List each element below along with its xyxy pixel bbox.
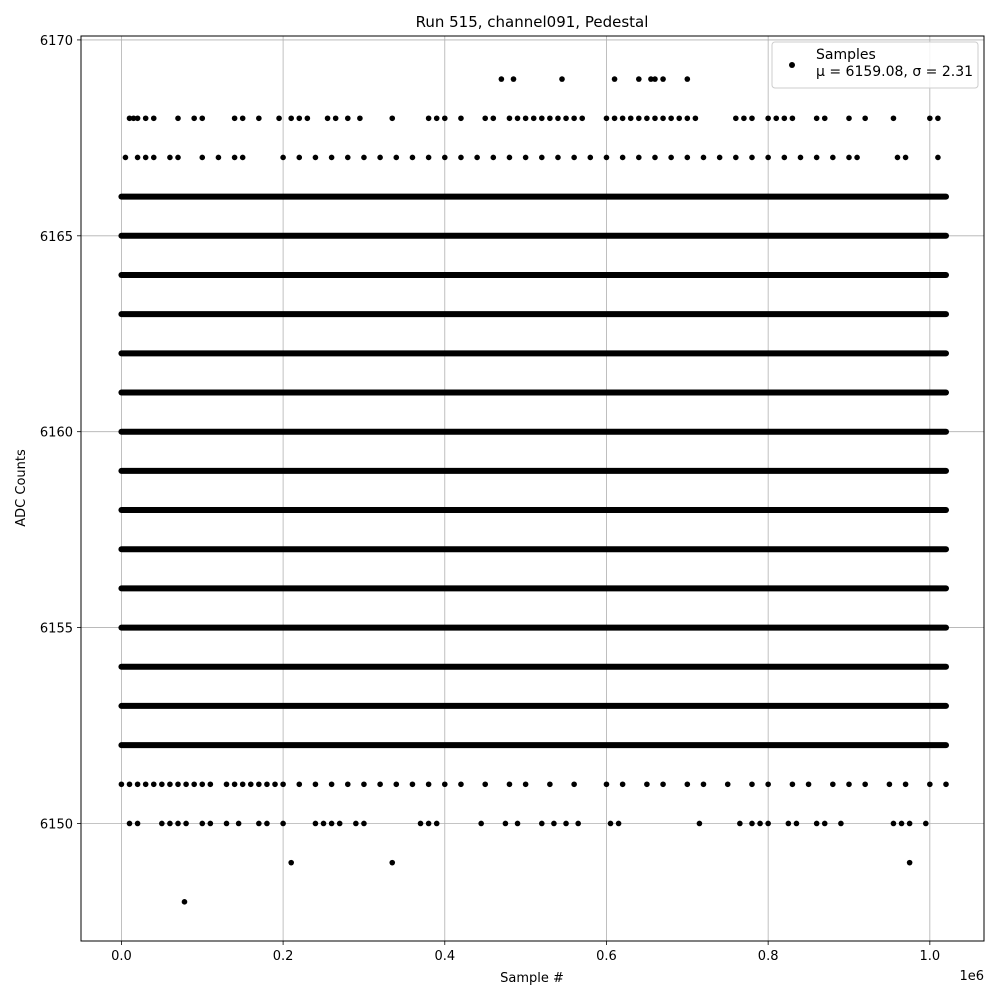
data-point	[814, 821, 820, 827]
data-point	[482, 115, 488, 121]
data-point	[907, 821, 913, 827]
data-point	[822, 821, 828, 827]
data-point	[482, 781, 488, 787]
data-point	[167, 155, 173, 161]
data-point	[135, 781, 141, 787]
data-point	[862, 781, 868, 787]
data-point	[749, 155, 755, 161]
data-point	[426, 781, 432, 787]
data-point	[523, 781, 529, 787]
data-point	[786, 821, 792, 827]
x-tick-label: 0.4	[434, 949, 456, 964]
data-point	[143, 115, 149, 121]
legend-stats: μ = 6159.08, σ = 2.31	[816, 64, 974, 80]
x-tick-label: 0.0	[111, 949, 132, 964]
data-point	[790, 115, 796, 121]
data-point	[733, 155, 739, 161]
data-point	[685, 115, 691, 121]
data-point	[389, 115, 395, 121]
data-point	[321, 821, 327, 827]
data-point	[935, 155, 941, 161]
data-point	[765, 155, 771, 161]
data-point	[846, 155, 852, 161]
data-point	[434, 115, 440, 121]
data-point	[159, 821, 165, 827]
data-point	[571, 781, 577, 787]
data-point	[458, 781, 464, 787]
data-point	[426, 155, 432, 161]
data-point	[426, 821, 432, 827]
data-point	[175, 155, 181, 161]
data-point	[256, 821, 262, 827]
data-point	[123, 155, 129, 161]
data-point	[232, 155, 238, 161]
x-axis-offset-label: 1e6	[959, 969, 984, 984]
data-point	[838, 821, 844, 827]
data-point	[208, 821, 214, 827]
y-tick-label: 6160	[39, 425, 73, 441]
data-point	[547, 115, 553, 121]
x-tick-label: 0.2	[272, 949, 294, 964]
data-point	[737, 821, 743, 827]
data-point	[765, 821, 771, 827]
data-point	[191, 781, 197, 787]
data-point	[182, 899, 188, 905]
y-axis-label: ADC Counts	[14, 449, 29, 527]
data-point	[927, 781, 933, 787]
data-point	[135, 115, 141, 121]
data-point	[935, 115, 941, 121]
data-point	[806, 781, 812, 787]
data-point	[725, 781, 731, 787]
data-point	[507, 115, 513, 121]
data-point	[790, 781, 796, 787]
data-point	[555, 155, 561, 161]
y-tick-label: 6150	[39, 817, 73, 833]
data-point	[846, 115, 852, 121]
data-point	[313, 821, 319, 827]
data-point	[191, 115, 197, 121]
data-point	[418, 821, 424, 827]
x-axis-label: Sample #	[500, 971, 564, 986]
data-point	[628, 115, 634, 121]
data-point	[458, 115, 464, 121]
data-point	[644, 781, 650, 787]
data-point	[588, 155, 594, 161]
data-point	[620, 155, 626, 161]
legend	[772, 42, 978, 88]
data-point	[701, 781, 707, 787]
data-point	[329, 781, 335, 787]
data-point	[539, 155, 545, 161]
data-point	[478, 821, 484, 827]
data-point	[571, 155, 577, 161]
data-point	[503, 821, 509, 827]
data-point	[490, 115, 496, 121]
data-point	[943, 781, 949, 787]
data-point	[507, 781, 513, 787]
data-point	[357, 115, 363, 121]
data-point	[612, 115, 618, 121]
data-point	[822, 115, 828, 121]
data-point	[668, 155, 674, 161]
data-point	[693, 115, 699, 121]
data-point	[559, 76, 565, 82]
data-point	[927, 115, 933, 121]
data-point	[895, 155, 901, 161]
data-point	[175, 821, 181, 827]
data-point	[183, 781, 189, 787]
data-point	[345, 781, 351, 787]
data-point	[523, 115, 529, 121]
data-point	[547, 781, 553, 787]
data-point	[377, 155, 383, 161]
data-point	[256, 781, 262, 787]
x-tick-label: 0.6	[596, 949, 617, 964]
data-point	[313, 781, 319, 787]
data-point	[511, 76, 517, 82]
data-point	[143, 781, 149, 787]
data-point	[296, 781, 302, 787]
data-point	[248, 781, 254, 787]
data-point	[236, 821, 242, 827]
data-point	[333, 115, 339, 121]
y-tick-label: 6155	[39, 621, 73, 637]
data-point	[862, 115, 868, 121]
data-point	[660, 115, 666, 121]
data-point	[563, 821, 569, 827]
data-point	[175, 781, 181, 787]
data-point	[616, 821, 622, 827]
data-point	[135, 821, 141, 827]
data-point	[523, 155, 529, 161]
data-point	[167, 781, 173, 787]
data-point	[749, 115, 755, 121]
data-point	[442, 115, 448, 121]
data-point	[685, 781, 691, 787]
data-point	[151, 781, 157, 787]
data-point	[733, 115, 739, 121]
data-point	[555, 115, 561, 121]
data-point	[127, 821, 133, 827]
x-tick-label: 1.0	[919, 949, 941, 964]
data-point	[604, 781, 610, 787]
data-point	[280, 781, 286, 787]
data-point	[814, 155, 820, 161]
data-point	[701, 155, 707, 161]
data-point	[903, 781, 909, 787]
data-point	[773, 115, 779, 121]
data-point	[782, 155, 788, 161]
data-point	[499, 76, 505, 82]
data-point	[749, 821, 755, 827]
data-point	[899, 821, 905, 827]
data-point	[846, 781, 852, 787]
data-point	[296, 115, 302, 121]
data-point	[579, 115, 585, 121]
data-point	[224, 781, 230, 787]
data-point	[903, 155, 909, 161]
data-point	[208, 781, 214, 787]
data-point	[240, 781, 246, 787]
data-point	[264, 781, 270, 787]
data-point	[531, 115, 537, 121]
data-point	[668, 115, 674, 121]
data-point	[329, 821, 335, 827]
data-point	[507, 155, 513, 161]
data-point	[280, 155, 286, 161]
data-point	[660, 76, 666, 82]
data-point	[276, 115, 282, 121]
data-point	[798, 155, 804, 161]
data-point	[288, 115, 294, 121]
x-tick-label: 0.8	[757, 949, 779, 964]
data-point	[563, 115, 569, 121]
data-point	[539, 821, 545, 827]
data-point	[604, 155, 610, 161]
data-point	[183, 821, 189, 827]
data-point	[794, 821, 800, 827]
data-point	[313, 155, 319, 161]
data-point	[199, 821, 205, 827]
data-point	[329, 155, 335, 161]
data-point	[434, 821, 440, 827]
data-point	[345, 155, 351, 161]
data-point	[442, 781, 448, 787]
data-point	[361, 155, 367, 161]
data-point	[216, 155, 222, 161]
data-point	[660, 781, 666, 787]
data-point	[280, 821, 286, 827]
data-point	[652, 155, 658, 161]
data-point	[325, 115, 331, 121]
data-point	[575, 821, 581, 827]
data-point	[199, 115, 205, 121]
data-point	[644, 115, 650, 121]
data-point	[377, 781, 383, 787]
data-point	[604, 115, 610, 121]
data-point	[151, 155, 157, 161]
data-point	[135, 155, 141, 161]
data-point	[393, 781, 399, 787]
data-point	[410, 155, 416, 161]
data-point	[393, 155, 399, 161]
data-point	[608, 821, 614, 827]
data-point	[127, 781, 133, 787]
data-point	[361, 781, 367, 787]
legend-marker	[789, 62, 795, 68]
data-point	[814, 115, 820, 121]
data-point	[224, 821, 230, 827]
data-point	[240, 155, 246, 161]
data-point	[757, 821, 763, 827]
data-point	[765, 781, 771, 787]
data-point	[782, 115, 788, 121]
data-point	[717, 155, 723, 161]
data-point	[636, 76, 642, 82]
data-point	[539, 115, 545, 121]
data-point	[907, 860, 913, 866]
data-point	[685, 155, 691, 161]
data-point	[765, 115, 771, 121]
data-point	[167, 821, 173, 827]
data-point	[515, 821, 521, 827]
data-point	[749, 781, 755, 787]
data-point	[830, 781, 836, 787]
data-point	[353, 821, 359, 827]
data-point	[458, 155, 464, 161]
chart-title: Run 515, channel091, Pedestal	[415, 13, 649, 31]
data-point	[296, 155, 302, 161]
data-point	[143, 155, 149, 161]
y-tick-label: 6165	[39, 229, 73, 245]
data-point	[426, 115, 432, 121]
data-point	[159, 781, 165, 787]
data-point	[515, 115, 521, 121]
data-point	[636, 155, 642, 161]
data-point	[199, 155, 205, 161]
data-point	[652, 115, 658, 121]
data-point	[571, 115, 577, 121]
data-point	[741, 115, 747, 121]
data-point	[891, 115, 897, 121]
data-point	[410, 781, 416, 787]
data-point	[272, 781, 278, 787]
data-point	[199, 781, 205, 787]
data-point	[923, 821, 929, 827]
data-point	[551, 821, 557, 827]
data-point	[305, 115, 311, 121]
data-point	[361, 821, 367, 827]
data-point	[345, 115, 351, 121]
data-point	[612, 76, 618, 82]
data-point	[256, 115, 262, 121]
data-point	[697, 821, 703, 827]
data-point	[830, 155, 836, 161]
data-point	[240, 115, 246, 121]
legend-series-name: Samples	[816, 47, 876, 63]
data-point	[636, 115, 642, 121]
data-point	[620, 781, 626, 787]
data-point	[685, 76, 691, 82]
data-point	[887, 781, 893, 787]
data-point	[264, 821, 270, 827]
data-point	[620, 115, 626, 121]
data-point	[151, 115, 157, 121]
data-point	[232, 115, 238, 121]
data-point	[232, 781, 238, 787]
data-point	[652, 76, 658, 82]
data-point	[389, 860, 395, 866]
y-tick-label: 6170	[39, 33, 73, 49]
data-point	[474, 155, 480, 161]
data-point	[337, 821, 343, 827]
data-point	[442, 155, 448, 161]
data-point	[490, 155, 496, 161]
data-point	[288, 860, 294, 866]
data-point	[119, 781, 125, 787]
data-point	[854, 155, 860, 161]
data-point	[175, 115, 181, 121]
data-point	[676, 115, 682, 121]
data-point	[891, 821, 897, 827]
